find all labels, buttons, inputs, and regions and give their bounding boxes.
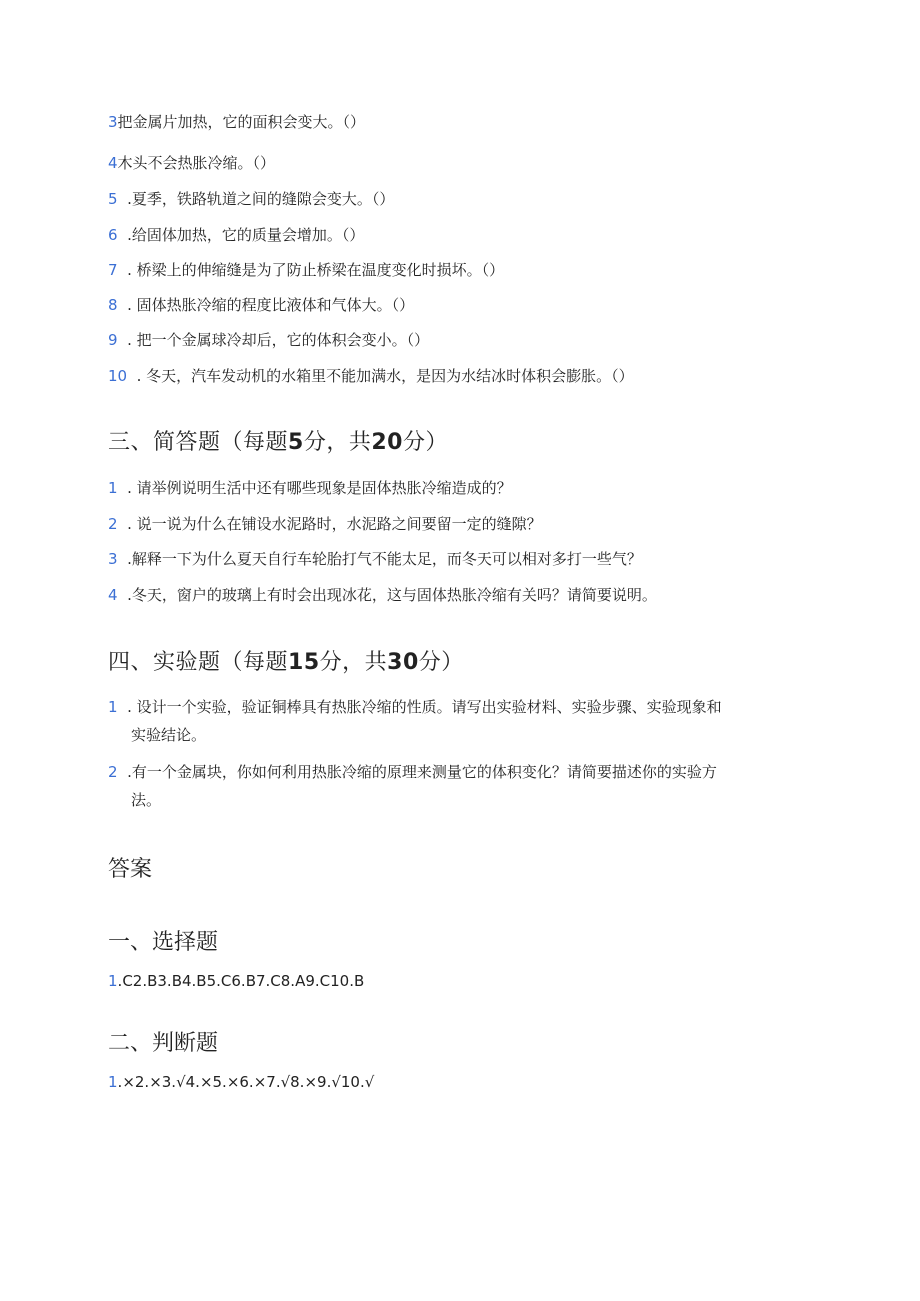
item-number: 6 (108, 226, 118, 244)
answer-number: 1 (108, 1073, 118, 1091)
title-part: 分，共 (303, 430, 372, 455)
answer-text: .×2.×3.√4.×5.×6.×7.√8.×9.√10.√ (117, 1073, 375, 1091)
item-number: 4 (108, 586, 118, 604)
short-answer-item (108, 510, 808, 538)
item-number: 1 (108, 479, 118, 497)
answer-text: .C2.B3.B4.B5.C6.B7.C8.A9.C10.B (117, 972, 365, 990)
item-text: 请举例说明生活中还有哪些现象是固体热胀冷缩造成的？ (136, 479, 512, 497)
item-number: 3 (108, 113, 118, 131)
item-text: 木头不会热胀冷缩。（） (117, 154, 276, 172)
judgement-item (108, 108, 808, 136)
item-text: 实验结论。 (131, 726, 207, 744)
short-answer-item (108, 581, 808, 609)
judgement-item (108, 362, 808, 390)
judgement-item (108, 326, 808, 354)
answer-number: 1 (108, 972, 118, 990)
item-text: 解释一下为什么夏天自行车轮胎打气不能太足，而冬天可以相对多打一些气？ (131, 550, 642, 568)
judgement-item (108, 291, 808, 319)
item-number: 4 (108, 154, 118, 172)
short-answer-item (108, 474, 808, 502)
section-title-experiment (108, 645, 464, 676)
title-part: 分） (418, 650, 464, 675)
item-text: 给固体加热，它的质量会增加。（） (131, 226, 365, 244)
title-part: 四、实验题（每题 (108, 650, 289, 675)
title-part: 分） (402, 430, 448, 455)
answers-title: 答案 (108, 857, 153, 882)
item-separator: . (117, 226, 132, 244)
experiment-item (108, 758, 808, 786)
experiment-item-continuation (131, 721, 831, 749)
answers-choice-line (108, 972, 364, 990)
item-number: 7 (108, 261, 118, 279)
item-number: 10 (108, 367, 128, 385)
answers-judge-title: 二、判断题 (108, 1031, 219, 1056)
item-number: 2 (108, 515, 118, 533)
item-separator: . (117, 763, 132, 781)
item-text: 把一个金属球冷却后，它的体积会变小。（） (136, 331, 430, 349)
answers-choice-title: 一、选择题 (108, 930, 219, 955)
judgement-item (108, 256, 808, 284)
item-separator: . (117, 515, 137, 533)
item-text: 设计一个实验，验证铜棒具有热胀冷缩的性质。请写出实验材料、实验步骤、实验现象和 (136, 698, 722, 716)
item-text: 桥梁上的伸缩缝是为了防止桥梁在温度变化时损坏。（） (136, 261, 505, 279)
experiment-item-continuation (131, 786, 831, 814)
item-text: 冬天，汽车发动机的水箱里不能加满水，是因为水结冰时体积会膨胀。（） (146, 367, 634, 385)
item-number: 3 (108, 550, 118, 568)
short-answer-item (108, 545, 808, 573)
title-number: 15 (288, 650, 320, 675)
title-part: 分，共 (319, 650, 388, 675)
item-number: 1 (108, 698, 118, 716)
item-number: 8 (108, 296, 118, 314)
item-separator: . (117, 479, 137, 497)
item-number: 2 (108, 763, 118, 781)
section-title-short-answer (108, 425, 448, 456)
answers-judge-line (108, 1073, 374, 1091)
item-number: 5 (108, 190, 118, 208)
title-number: 5 (288, 430, 304, 455)
item-separator: . (117, 190, 132, 208)
item-text: 有一个金属块，你如何利用热胀冷缩的原理来测量它的体积变化？请简要描述你的实验方 (131, 763, 717, 781)
item-text: 把金属片加热，它的面积会变大。（） (117, 113, 366, 131)
item-text: 说一说为什么在铺设水泥路时，水泥路之间要留一定的缝隙？ (136, 515, 542, 533)
item-text: 固体热胀冷缩的程度比液体和气体大。（） (136, 296, 415, 314)
item-text: 法。 (131, 791, 162, 809)
item-number: 9 (108, 331, 118, 349)
title-number: 20 (371, 430, 403, 455)
judgement-item (108, 149, 808, 177)
experiment-item (108, 693, 808, 721)
item-text: 冬天，窗户的玻璃上有时会出现冰花，这与固体热胀冷缩有关吗？请简要说明。 (131, 586, 657, 604)
item-separator: . (117, 261, 137, 279)
item-separator: . (117, 331, 137, 349)
title-number: 30 (387, 650, 419, 675)
title-part: 三、简答题（每题 (108, 430, 289, 455)
item-separator: . (117, 698, 137, 716)
item-text: 夏季，铁路轨道之间的缝隙会变大。（） (131, 190, 395, 208)
item-separator: . (117, 550, 132, 568)
item-separator: . (117, 586, 132, 604)
judgement-item (108, 185, 808, 213)
item-separator: . (117, 296, 137, 314)
judgement-item (108, 221, 808, 249)
item-separator: . (127, 367, 147, 385)
